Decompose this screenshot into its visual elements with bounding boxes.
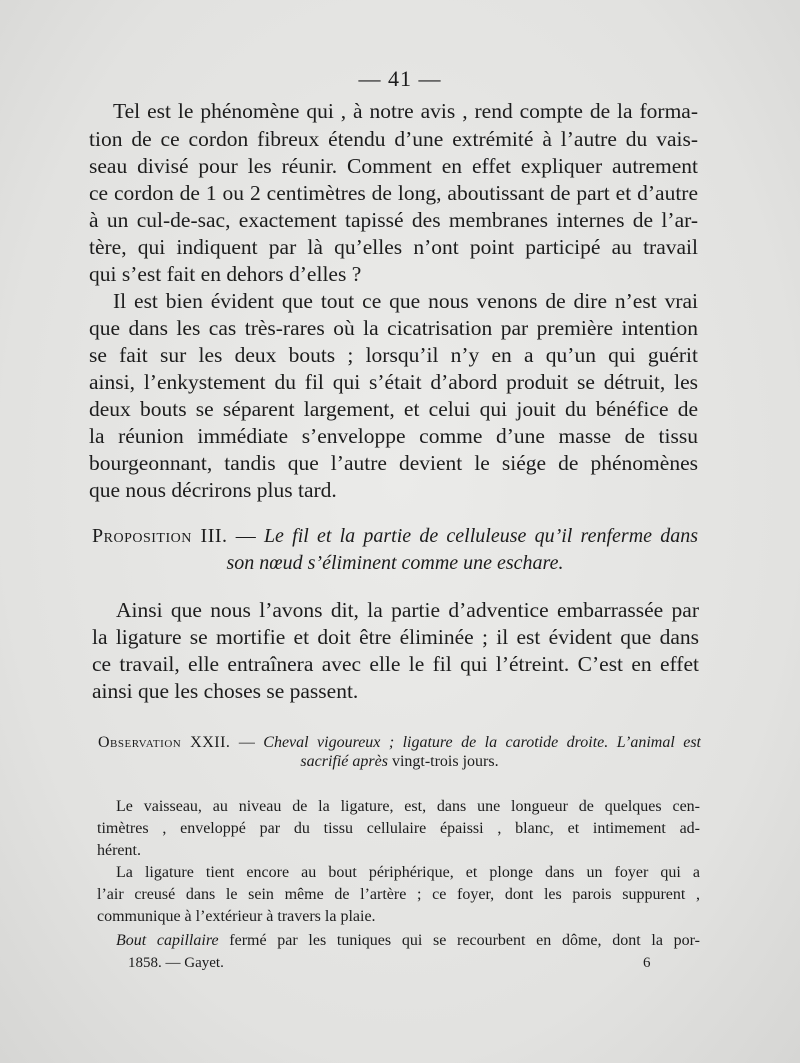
paragraph-line: tère, qui indiquent par là qu’elles n’ont point participé au travail bbox=[89, 235, 698, 259]
paragraph-line: la réunion immédiate s’enveloppe comme d’une masse de tissu bbox=[89, 424, 698, 448]
observation-line: Bout capillaire fermé par les tuniques qui se recourbent en dôme, dont la por- bbox=[116, 932, 700, 949]
proposition-text-line2: son nœud s’éliminent comme une eschare. bbox=[226, 552, 564, 574]
observation-label: Observation XXII. bbox=[98, 734, 231, 751]
observation-heading: Observation XXII. — Cheval vigoureux ; ligature de la carotide droite. L’animal est bbox=[98, 734, 701, 751]
observation-text-line2: sacrifié après vingt-trois jours. bbox=[300, 753, 499, 770]
paragraph-line: ainsi que les choses se passent. bbox=[92, 679, 359, 703]
paragraph-line: ce travail, elle entraînera avec elle le fil qui l’étreint. C’est en effet bbox=[92, 652, 699, 676]
observation-line: communique à l’extérieur à travers la plaie. bbox=[97, 908, 376, 925]
observation-line: La ligature tient encore au bout périphérique, et plonge dans un foyer qui a bbox=[116, 864, 700, 881]
paragraph-line: qui s’est fait en dehors d’elles ? bbox=[89, 262, 362, 286]
page-number: — 41 — bbox=[358, 66, 442, 91]
paragraph-line: que dans les cas très-rares où la cicatrisation par première intention bbox=[89, 316, 698, 340]
paragraph-line: Ainsi que nous l’avons dit, la partie d’adventice embarrassée par bbox=[116, 598, 699, 622]
footer-signature: 1858. — Gayet. bbox=[128, 955, 224, 971]
observation-line: Le vaisseau, au niveau de la ligature, est, dans une longueur de quelques cen- bbox=[116, 798, 700, 815]
paragraph-line: la ligature se mortifie et doit être éliminée ; il est évident que dans bbox=[92, 625, 699, 649]
paragraph-line: que nous décrirons plus tard. bbox=[89, 478, 337, 502]
observation-text: Cheval vigoureux ; ligature de la carotide droite. L’animal est bbox=[263, 734, 701, 751]
footer-sheet-number: 6 bbox=[643, 955, 651, 971]
observation-line: l’air creusé dans le sein même de l’artère ; ce foyer, dont les parois suppurent , bbox=[97, 886, 700, 903]
proposition-label: Proposition III. bbox=[92, 525, 228, 547]
paragraph-line: Il est bien évident que tout ce que nous venons de dire n’est vrai bbox=[113, 289, 698, 313]
paragraph-line: ainsi, l’enkystement du fil qui s’était d’abord produit se détruit, les bbox=[89, 370, 698, 394]
paragraph-line: seau divisé pour les réunir. Comment en effet expliquer autrement bbox=[89, 154, 698, 178]
paragraph-line: ce cordon de 1 ou 2 centimètres de long, aboutissant de part et d’autre bbox=[89, 181, 698, 205]
paragraph-line: Tel est le phénomène qui , à notre avis , rend compte de la forma- bbox=[113, 99, 698, 123]
paragraph-line: bourgeonnant, tandis que l’autre devient le siége de phénomènes bbox=[89, 451, 698, 475]
paragraph-line: tion de ce cordon fibreux étendu d’une extrémité à l’autre du vais- bbox=[89, 127, 698, 151]
proposition-text: Le fil et la partie de celluleuse qu’il renferme dans bbox=[263, 525, 698, 547]
observation-line: hérent. bbox=[97, 842, 141, 859]
paragraph-line: deux bouts se séparent largement, et celui qui jouit du bénéfice de bbox=[89, 397, 698, 421]
paragraph-line: se fait sur les deux bouts ; lorsqu’il n’y en a qu’un qui guérit bbox=[89, 343, 698, 367]
proposition-heading: Proposition III. — Le fil et la partie de celluleuse qu’il renferme dans bbox=[92, 525, 698, 547]
paragraph-line: à un cul-de-sac, exactement tapissé des membranes internes de l’ar- bbox=[89, 208, 698, 232]
observation-line: timètres , enveloppé par du tissu cellulaire épaissi , blanc, et intimement ad- bbox=[97, 820, 700, 837]
